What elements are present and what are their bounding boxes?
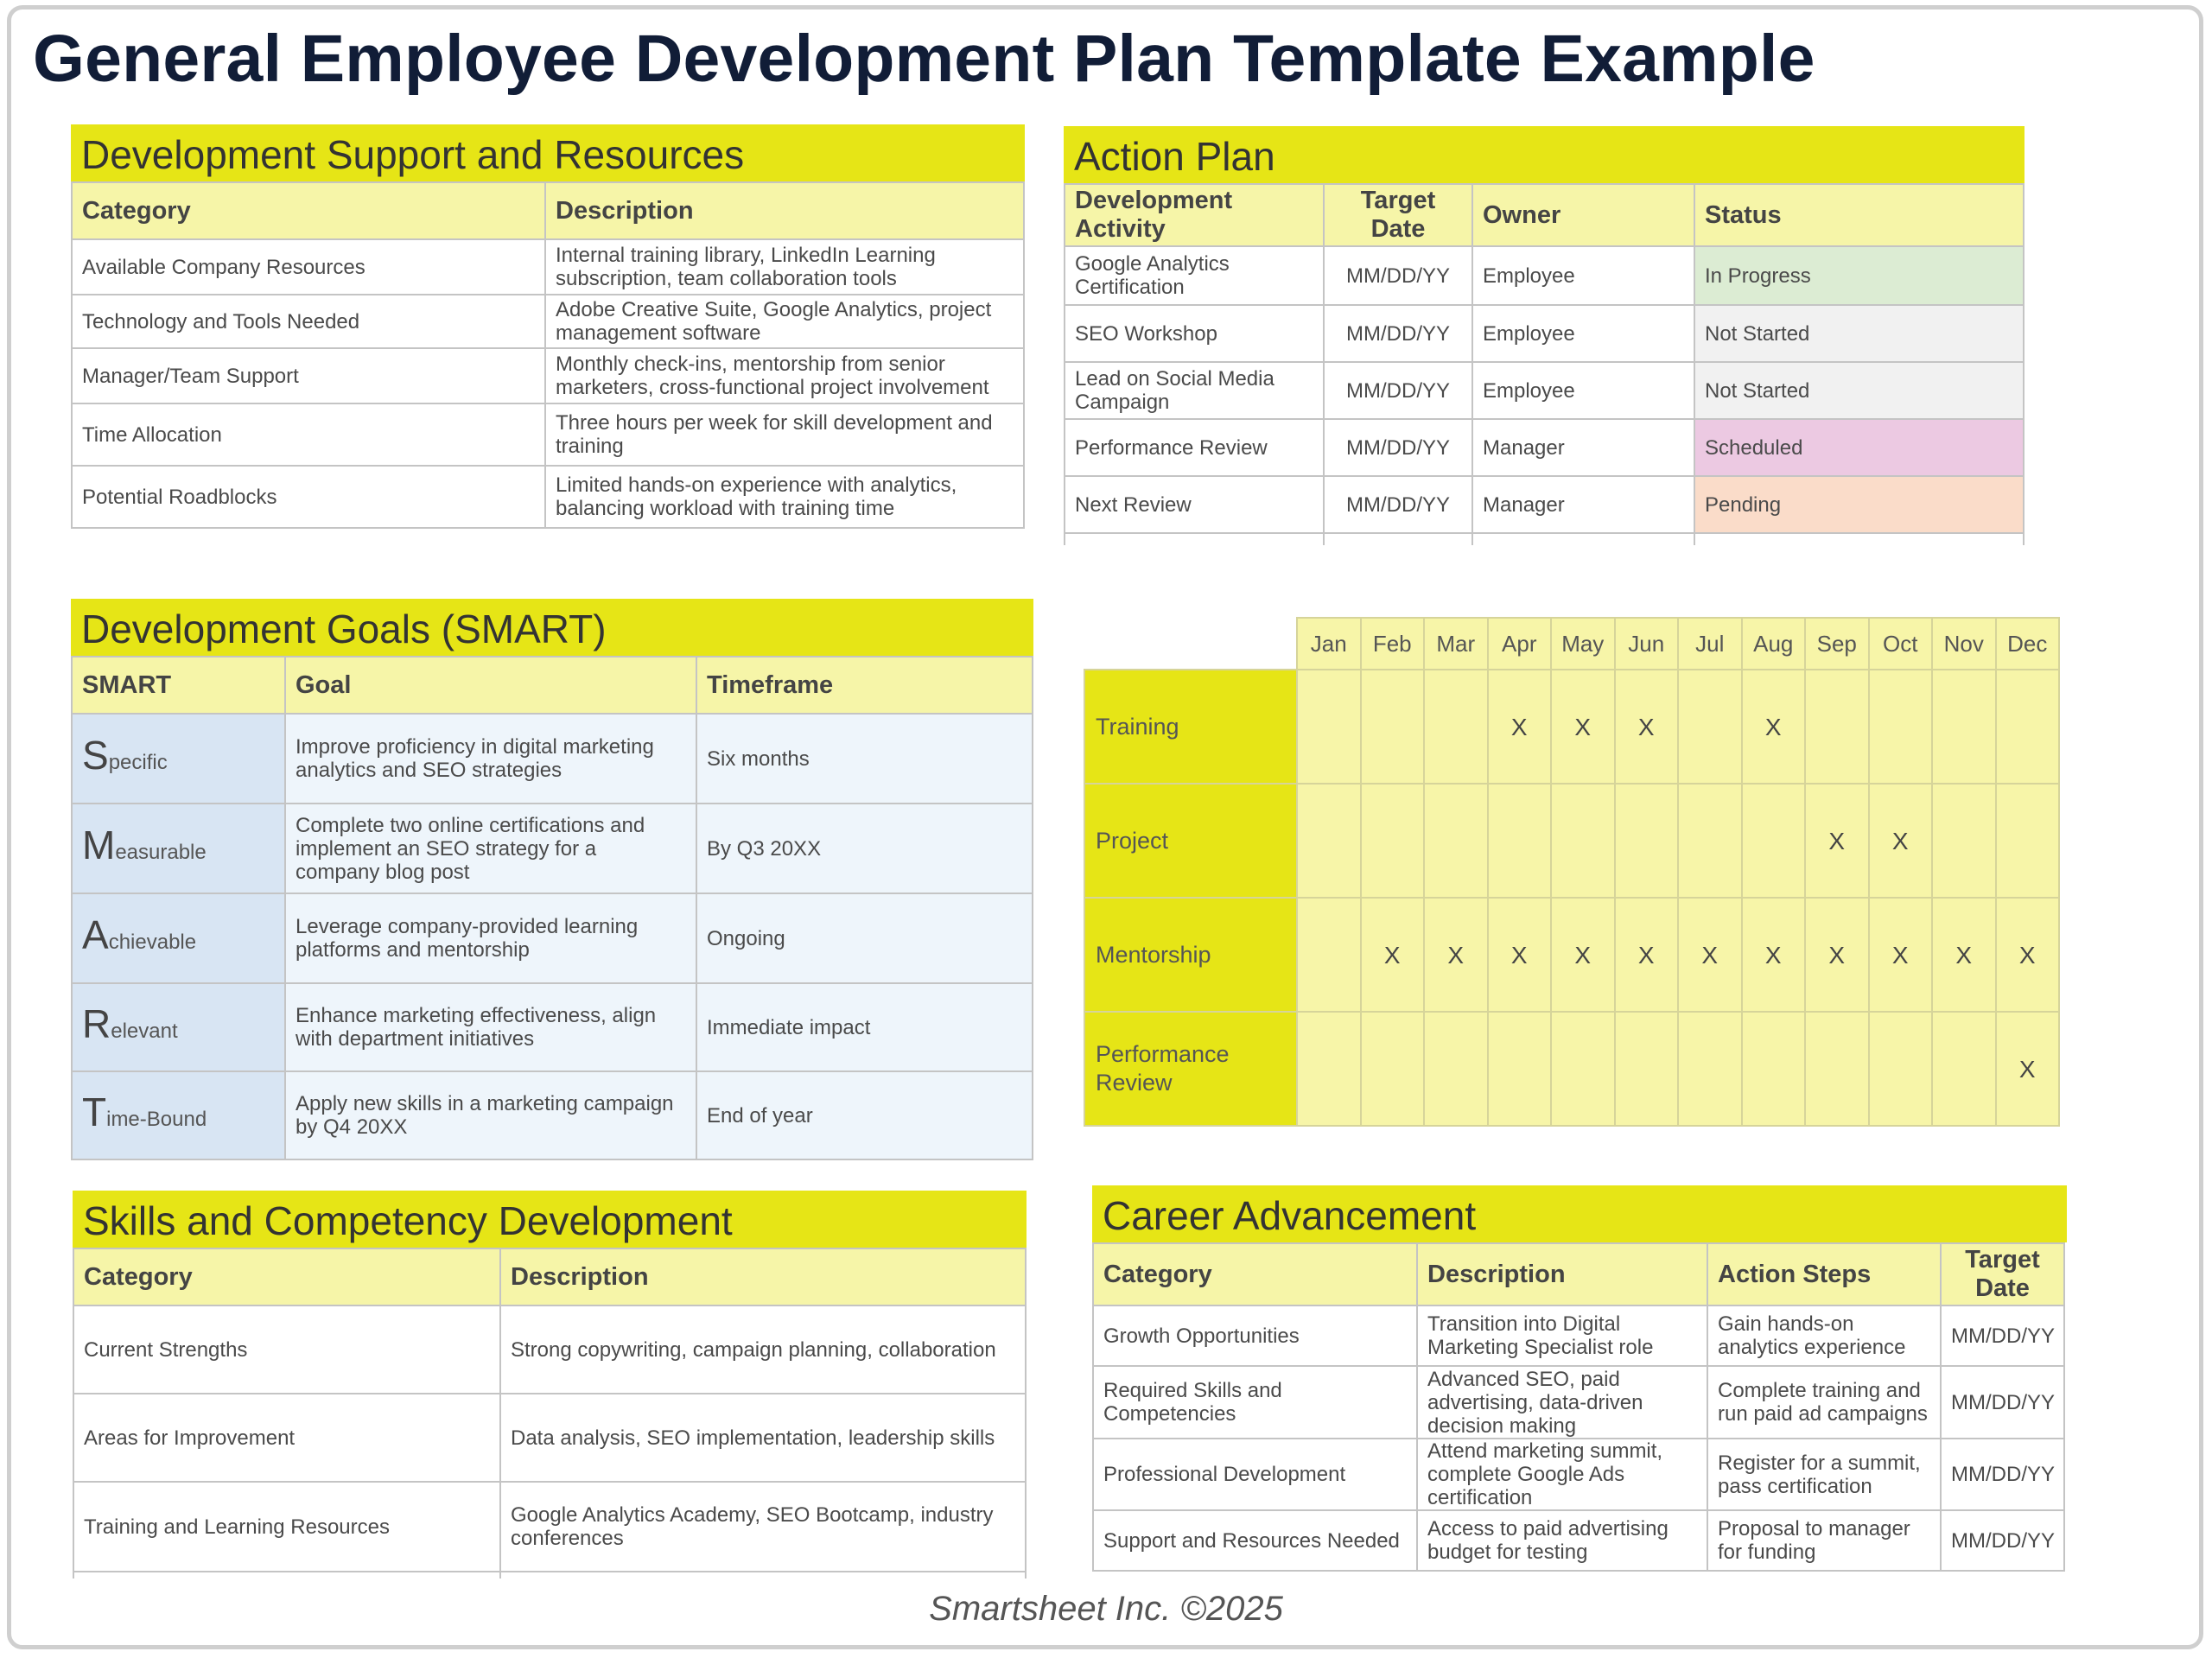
timeline-mark bbox=[1297, 1012, 1361, 1126]
skills-table bbox=[73, 1248, 1027, 1579]
goal-text: Complete two online certifications and implement an SEO strategy for a company blog post bbox=[285, 804, 696, 893]
timeline-mark bbox=[1678, 670, 1742, 784]
timeline-mark bbox=[1361, 1012, 1425, 1126]
goals-title: Development Goals (SMART) bbox=[71, 599, 1033, 656]
table-row bbox=[1093, 1366, 2064, 1439]
timeline-mark: X bbox=[1615, 898, 1679, 1012]
month-label: Jun bbox=[1615, 618, 1679, 670]
timeline-mark: X bbox=[1805, 898, 1869, 1012]
table-row bbox=[72, 714, 1033, 804]
action-owner: Employee bbox=[1472, 362, 1694, 419]
status-badge: Pending bbox=[1694, 476, 2024, 533]
timeline-row-label: Mentorship bbox=[1084, 898, 1297, 1012]
smart-label: Relevant bbox=[72, 983, 285, 1071]
career-steps: Gain hands-on analytics experience bbox=[1707, 1305, 1941, 1366]
timeline-mark bbox=[1488, 784, 1552, 898]
timeline-mark bbox=[1424, 670, 1488, 784]
timeline-mark bbox=[1361, 784, 1425, 898]
action-activity: Performance Review bbox=[1065, 419, 1324, 476]
action-activity: SEO Workshop bbox=[1065, 305, 1324, 362]
support-category: Time Allocation bbox=[72, 403, 545, 466]
career-header-date: Target Date bbox=[1941, 1243, 2064, 1305]
timeline-mark bbox=[1869, 670, 1933, 784]
table-row bbox=[1093, 1305, 2064, 1366]
timeline-mark bbox=[1678, 1012, 1742, 1126]
support-title: Development Support and Resources bbox=[71, 124, 1025, 181]
month-label: Dec bbox=[1996, 618, 2060, 670]
timeline-mark: X bbox=[1996, 1012, 2060, 1126]
career-category: Professional Development bbox=[1093, 1439, 1417, 1510]
career-header-description: Description bbox=[1417, 1243, 1707, 1305]
table-row bbox=[1065, 533, 2024, 545]
table-row bbox=[1093, 1439, 2064, 1510]
timeline-mark bbox=[1488, 1012, 1552, 1126]
timeline-table bbox=[1084, 617, 2060, 1127]
goals-header-smart: SMART bbox=[72, 657, 285, 714]
timeline-mark: X bbox=[1869, 898, 1933, 1012]
goal-timeframe: Six months bbox=[696, 714, 1033, 804]
support-description: Internal training library, LinkedIn Learning subscription, team collaboration tools bbox=[545, 239, 1024, 295]
action-header-activity: Development Activity bbox=[1065, 184, 1324, 246]
timeline-panel bbox=[1084, 617, 2060, 1127]
table-row bbox=[72, 804, 1033, 893]
table-row bbox=[72, 1071, 1033, 1159]
action-header-date: Target Date bbox=[1324, 184, 1472, 246]
table-row bbox=[1093, 1510, 2064, 1571]
goal-timeframe: Immediate impact bbox=[696, 983, 1033, 1071]
month-label: Jan bbox=[1297, 618, 1361, 670]
timeline-mark bbox=[1742, 1012, 1806, 1126]
table-row bbox=[72, 403, 1024, 466]
action-date: MM/DD/YY bbox=[1324, 362, 1472, 419]
status-badge: Not Started bbox=[1694, 362, 2024, 419]
month-label: Apr bbox=[1488, 618, 1552, 670]
career-description: Access to paid advertising budget for testing bbox=[1417, 1510, 1707, 1571]
action-activity: Lead on Social Media Campaign bbox=[1065, 362, 1324, 419]
status-badge: Not Started bbox=[1694, 305, 2024, 362]
timeline-mark bbox=[1551, 1012, 1615, 1126]
support-header-category: Category bbox=[72, 182, 545, 239]
skills-title: Skills and Competency Development bbox=[73, 1191, 1027, 1248]
timeline-mark bbox=[1805, 1012, 1869, 1126]
support-header-description: Description bbox=[545, 182, 1024, 239]
month-label: May bbox=[1551, 618, 1615, 670]
career-steps: Complete training and run paid ad campaigns bbox=[1707, 1366, 1941, 1439]
month-label: Jul bbox=[1678, 618, 1742, 670]
support-panel bbox=[71, 124, 1025, 529]
month-label: Mar bbox=[1424, 618, 1488, 670]
timeline-mark bbox=[1615, 784, 1679, 898]
skills-category: Training and Learning Resources bbox=[73, 1482, 500, 1572]
table-row bbox=[73, 1394, 1026, 1482]
action-date: MM/DD/YY bbox=[1324, 246, 1472, 305]
career-description: Advanced SEO, paid advertising, data-driven decision making bbox=[1417, 1366, 1707, 1439]
timeline-row-label: Performance Review bbox=[1084, 1012, 1297, 1126]
timeline-mark: X bbox=[1869, 784, 1933, 898]
timeline-mark bbox=[1996, 784, 2060, 898]
table-row bbox=[1065, 419, 2024, 476]
career-date: MM/DD/YY bbox=[1941, 1439, 2064, 1510]
table-row bbox=[73, 1572, 1026, 1579]
career-date: MM/DD/YY bbox=[1941, 1510, 2064, 1571]
career-description: Attend marketing summit, complete Google Ads certification bbox=[1417, 1439, 1707, 1510]
table-row bbox=[1065, 476, 2024, 533]
goal-timeframe: Ongoing bbox=[696, 893, 1033, 983]
timeline-mark bbox=[1297, 670, 1361, 784]
month-label: Sep bbox=[1805, 618, 1869, 670]
table-row bbox=[72, 983, 1033, 1071]
timeline-row bbox=[1084, 784, 2059, 898]
career-category: Support and Resources Needed bbox=[1093, 1510, 1417, 1571]
timeline-mark: X bbox=[1424, 898, 1488, 1012]
smart-label: Specific bbox=[72, 714, 285, 804]
goal-text: Leverage company-provided learning platforms and mentorship bbox=[285, 893, 696, 983]
month-label: Nov bbox=[1932, 618, 1996, 670]
timeline-row bbox=[1084, 670, 2059, 784]
goals-header-timeframe: Timeframe bbox=[696, 657, 1033, 714]
table-row bbox=[1065, 362, 2024, 419]
skills-description: Data analysis, SEO implementation, leadership skills bbox=[500, 1394, 1026, 1482]
timeline-mark bbox=[1424, 784, 1488, 898]
timeline-mark bbox=[1615, 1012, 1679, 1126]
table-row bbox=[72, 295, 1024, 348]
timeline-row-label: Project bbox=[1084, 784, 1297, 898]
action-date: MM/DD/YY bbox=[1324, 476, 1472, 533]
timeline-mark bbox=[1361, 670, 1425, 784]
support-description: Three hours per week for skill development and training bbox=[545, 403, 1024, 466]
timeline-mark: X bbox=[1932, 898, 1996, 1012]
action-owner: Employee bbox=[1472, 246, 1694, 305]
goals-header-goal: Goal bbox=[285, 657, 696, 714]
goals-table bbox=[71, 656, 1033, 1160]
timeline-header-row bbox=[1084, 618, 2059, 670]
table-row bbox=[1065, 305, 2024, 362]
timeline-mark: X bbox=[1551, 670, 1615, 784]
status-badge: In Progress bbox=[1694, 246, 2024, 305]
support-table bbox=[71, 181, 1025, 529]
career-steps: Register for a summit, pass certification bbox=[1707, 1439, 1941, 1510]
action-date: MM/DD/YY bbox=[1324, 305, 1472, 362]
timeline-mark: X bbox=[1678, 898, 1742, 1012]
skills-category: Current Strengths bbox=[73, 1305, 500, 1394]
table-row bbox=[72, 893, 1033, 983]
action-activity: Next Review bbox=[1065, 476, 1324, 533]
timeline-mark: X bbox=[1488, 898, 1552, 1012]
support-category: Available Company Resources bbox=[72, 239, 545, 295]
action-header-status: Status bbox=[1694, 184, 2024, 246]
smart-label: Measurable bbox=[72, 804, 285, 893]
timeline-mark bbox=[1932, 1012, 1996, 1126]
timeline-mark bbox=[1742, 784, 1806, 898]
month-label: Feb bbox=[1361, 618, 1425, 670]
career-header-steps: Action Steps bbox=[1707, 1243, 1941, 1305]
action-activity: Google Analytics Certification bbox=[1065, 246, 1324, 305]
career-panel bbox=[1092, 1185, 2067, 1572]
timeline-mark: X bbox=[1996, 898, 2060, 1012]
timeline-mark bbox=[1932, 670, 1996, 784]
timeline-mark: X bbox=[1361, 898, 1425, 1012]
goal-text: Improve proficiency in digital marketing analytics and SEO strategies bbox=[285, 714, 696, 804]
action-date: MM/DD/YY bbox=[1324, 419, 1472, 476]
table-row bbox=[72, 348, 1024, 403]
goal-text: Enhance marketing effectiveness, align with department initiatives bbox=[285, 983, 696, 1071]
timeline-mark: X bbox=[1615, 670, 1679, 784]
table-row bbox=[1065, 246, 2024, 305]
page-title: General Employee Development Plan Template Example bbox=[33, 22, 1815, 96]
timeline-mark: X bbox=[1551, 898, 1615, 1012]
action-plan-panel bbox=[1064, 126, 2024, 545]
goal-timeframe: End of year bbox=[696, 1071, 1033, 1159]
timeline-mark bbox=[1297, 784, 1361, 898]
support-description: Limited hands-on experience with analytics, balancing workload with training time bbox=[545, 466, 1024, 528]
timeline-mark: X bbox=[1742, 670, 1806, 784]
career-description: Transition into Digital Marketing Specialist role bbox=[1417, 1305, 1707, 1366]
timeline-row-label: Training bbox=[1084, 670, 1297, 784]
timeline-mark: X bbox=[1742, 898, 1806, 1012]
support-description: Adobe Creative Suite, Google Analytics, project management software bbox=[545, 295, 1024, 348]
action-owner: Manager bbox=[1472, 476, 1694, 533]
timeline-mark bbox=[1424, 1012, 1488, 1126]
career-table bbox=[1092, 1242, 2065, 1572]
action-plan-table bbox=[1064, 183, 2024, 545]
timeline-mark bbox=[1551, 784, 1615, 898]
support-category: Potential Roadblocks bbox=[72, 466, 545, 528]
skills-header-category: Category bbox=[73, 1248, 500, 1305]
action-plan-title: Action Plan bbox=[1064, 126, 2024, 183]
smart-label: Time-Bound bbox=[72, 1071, 285, 1159]
career-date: MM/DD/YY bbox=[1941, 1305, 2064, 1366]
table-row bbox=[72, 466, 1024, 528]
month-label: Oct bbox=[1869, 618, 1933, 670]
career-title: Career Advancement bbox=[1092, 1185, 2067, 1242]
action-header-owner: Owner bbox=[1472, 184, 1694, 246]
timeline-mark bbox=[1932, 784, 1996, 898]
career-category: Growth Opportunities bbox=[1093, 1305, 1417, 1366]
timeline-mark bbox=[1996, 670, 2060, 784]
goal-timeframe: By Q3 20XX bbox=[696, 804, 1033, 893]
skills-category: Areas for Improvement bbox=[73, 1394, 500, 1482]
timeline-mark bbox=[1869, 1012, 1933, 1126]
skills-description: Google Analytics Academy, SEO Bootcamp, industry conferences bbox=[500, 1482, 1026, 1572]
support-category: Technology and Tools Needed bbox=[72, 295, 545, 348]
timeline-row bbox=[1084, 1012, 2059, 1126]
career-header-category: Category bbox=[1093, 1243, 1417, 1305]
timeline-mark: X bbox=[1488, 670, 1552, 784]
support-description: Monthly check-ins, mentorship from senior marketers, cross-functional project involvement bbox=[545, 348, 1024, 403]
table-row bbox=[73, 1305, 1026, 1394]
career-steps: Proposal to manager for funding bbox=[1707, 1510, 1941, 1571]
month-label: Aug bbox=[1742, 618, 1806, 670]
goal-text: Apply new skills in a marketing campaign by Q4 20XX bbox=[285, 1071, 696, 1159]
table-row bbox=[72, 239, 1024, 295]
timeline-mark: X bbox=[1805, 784, 1869, 898]
smart-label: Achievable bbox=[72, 893, 285, 983]
action-owner: Manager bbox=[1472, 419, 1694, 476]
timeline-mark bbox=[1297, 898, 1361, 1012]
timeline-mark bbox=[1678, 784, 1742, 898]
table-row bbox=[73, 1482, 1026, 1572]
career-date: MM/DD/YY bbox=[1941, 1366, 2064, 1439]
skills-description: Strong copywriting, campaign planning, collaboration bbox=[500, 1305, 1026, 1394]
career-category: Required Skills and Competencies bbox=[1093, 1366, 1417, 1439]
timeline-mark bbox=[1805, 670, 1869, 784]
footer-copyright: Smartsheet Inc. ©2025 bbox=[929, 1590, 1283, 1628]
status-badge: Scheduled bbox=[1694, 419, 2024, 476]
action-owner: Employee bbox=[1472, 305, 1694, 362]
skills-panel bbox=[73, 1191, 1027, 1579]
timeline-row bbox=[1084, 898, 2059, 1012]
goals-panel bbox=[71, 599, 1033, 1160]
support-category: Manager/Team Support bbox=[72, 348, 545, 403]
skills-header-description: Description bbox=[500, 1248, 1026, 1305]
